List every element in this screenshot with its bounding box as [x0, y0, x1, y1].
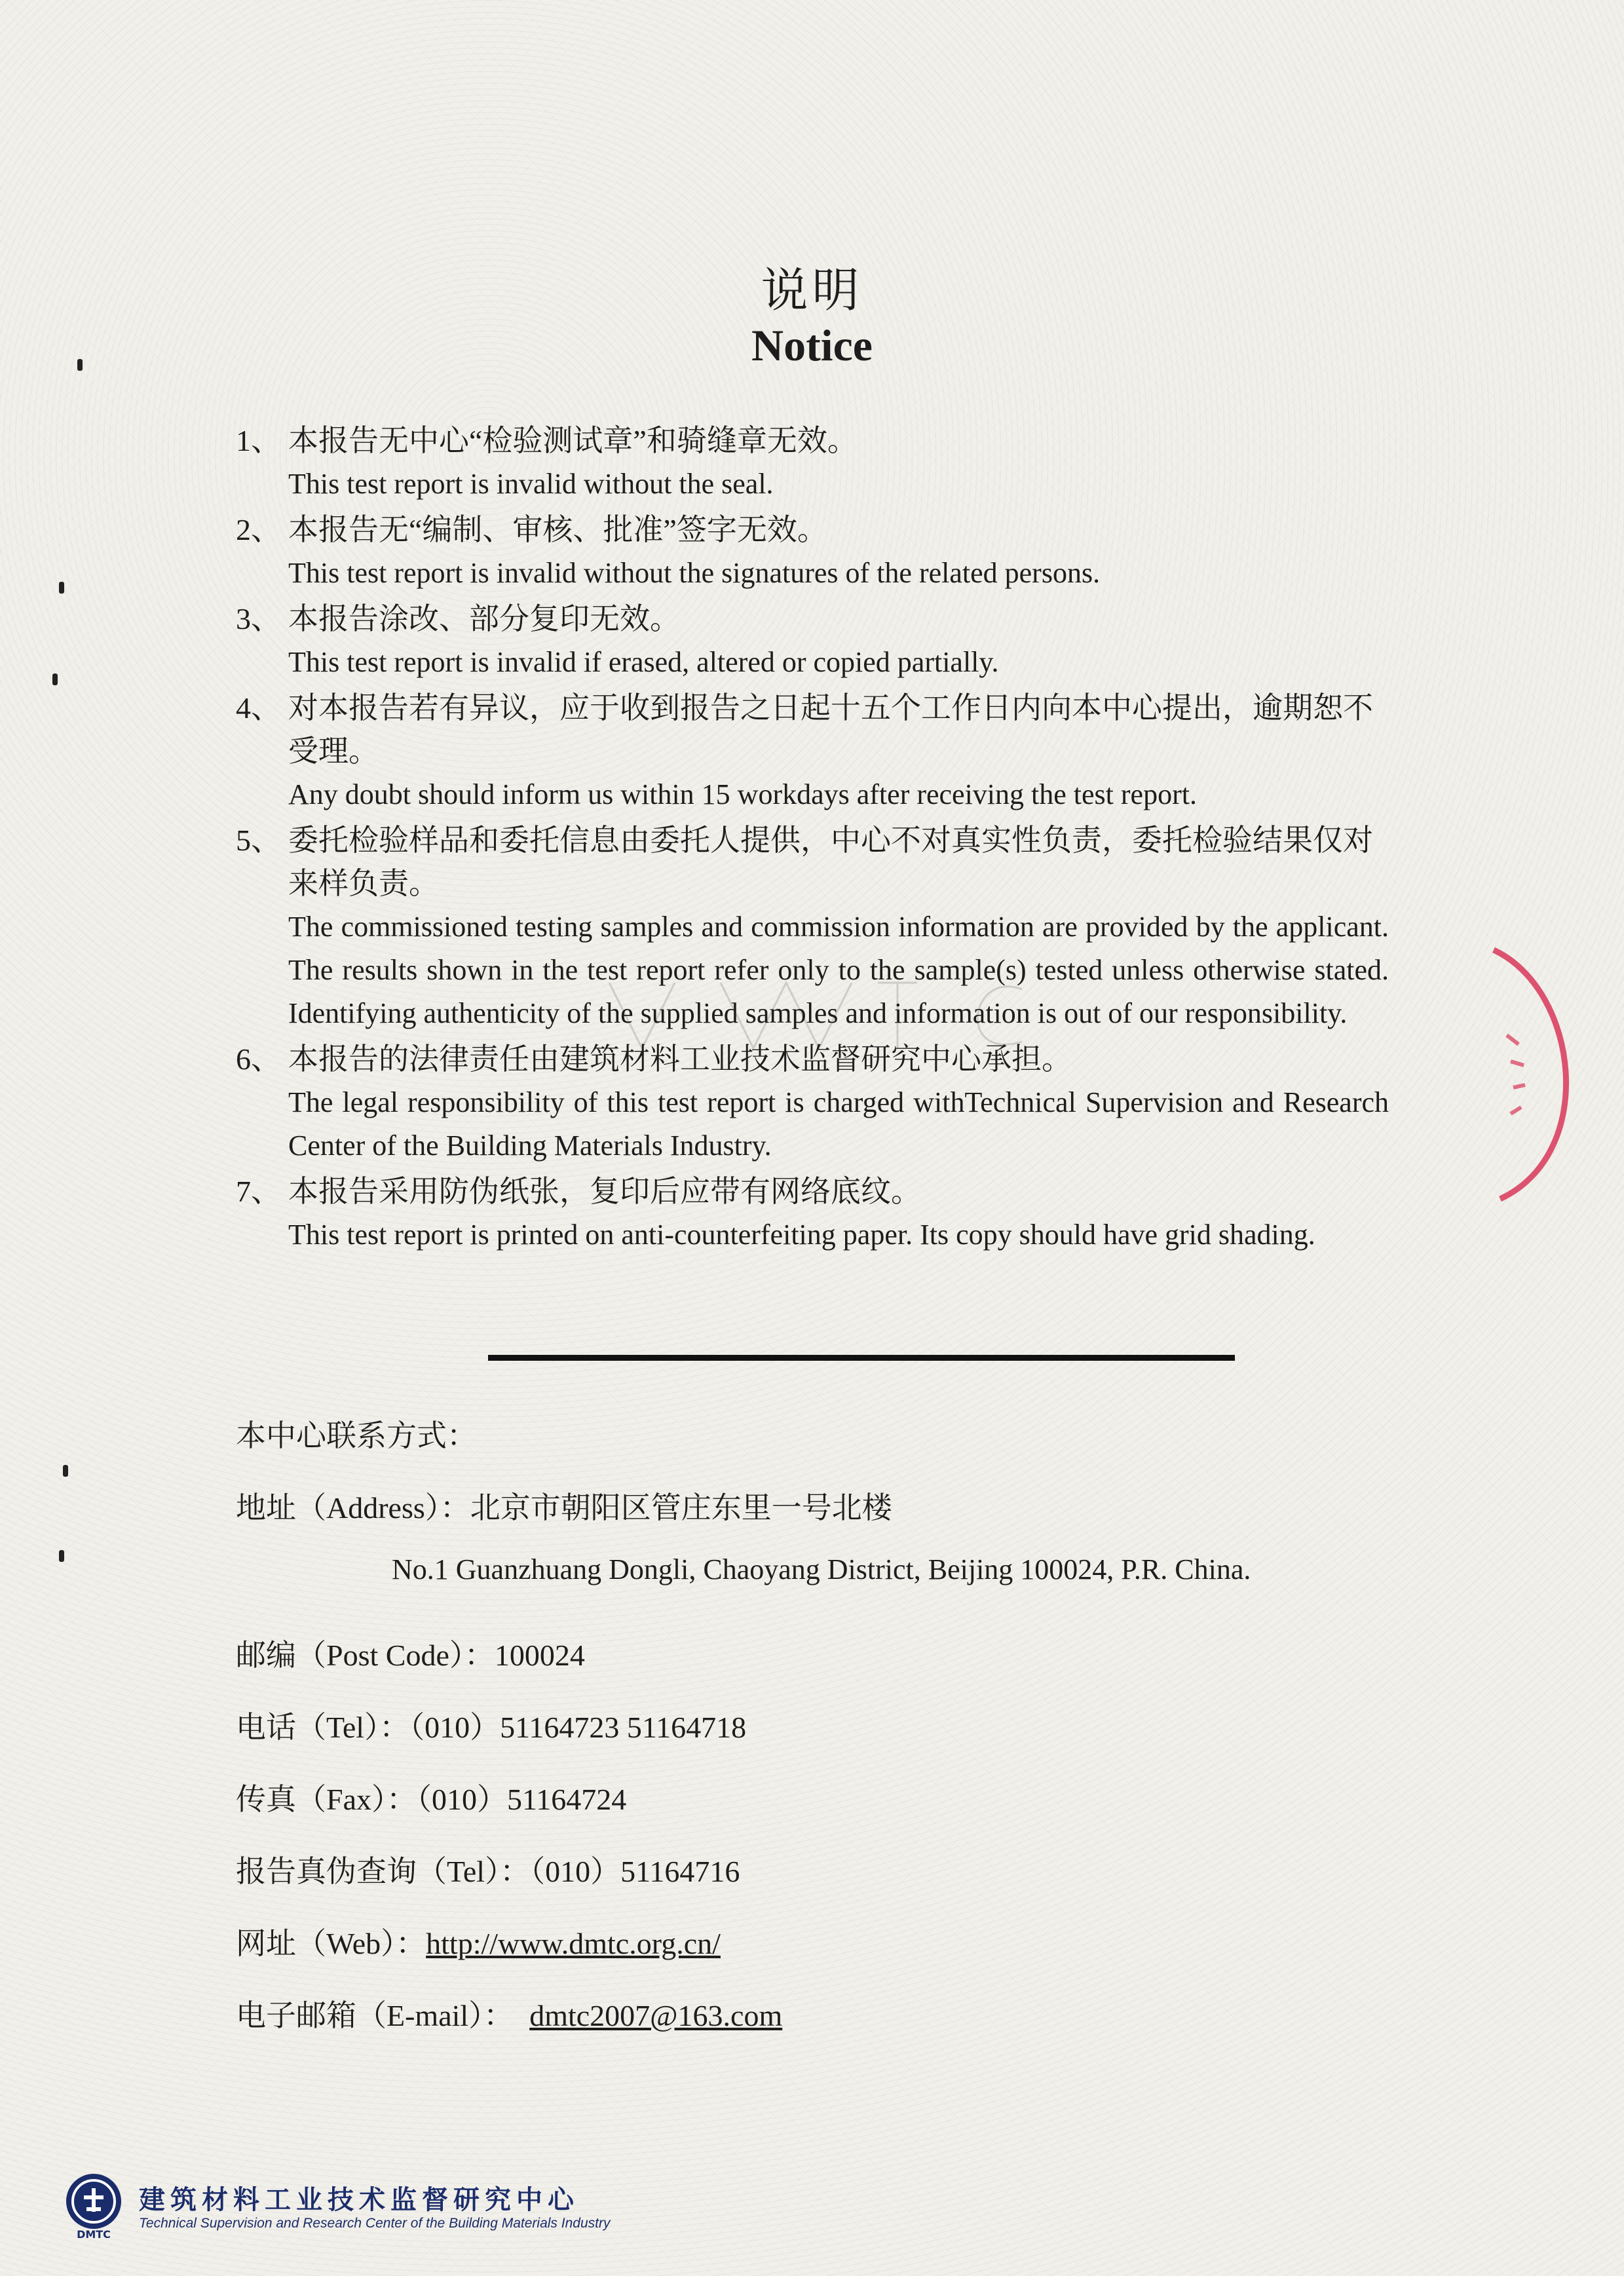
- notice-number: 6、: [236, 1042, 281, 1076]
- notice-text-en: The legal responsibility of this test report is charged withTechnical Supervision and Research Center of the Building Materials Industry.: [288, 1086, 1389, 1162]
- web-row: [236, 1920, 721, 1963]
- web-label: 网址（Web）：: [236, 1927, 426, 1960]
- notice-item: [236, 1038, 1389, 1167]
- notice-item: [236, 508, 1389, 595]
- notice-text-cn: 本报告无“编制、审核、批准”签字无效。: [288, 513, 827, 546]
- contact-heading: 本中心联系方式：: [236, 1419, 477, 1452]
- verify-label: 报告真伪查询（Tel）：: [236, 1855, 531, 1888]
- notice-number: 7、: [236, 1175, 281, 1208]
- notice-text-en: This test report is invalid without the seal.: [288, 468, 774, 500]
- footer-org-cn: 建筑材料工业技术监督研究中心: [139, 2185, 579, 2215]
- logo-text: DMTC: [77, 2228, 111, 2241]
- edge-mark: [52, 673, 58, 685]
- tel-value: （010）51164723 51164718: [409, 1711, 747, 1744]
- notice-text-en: This test report is invalid if erased, altered or copied partially.: [288, 646, 999, 678]
- notice-text-cn: 本报告无中心“检验测试章”和骑缝章无效。: [288, 424, 858, 457]
- dmtc-logo: [58, 2169, 130, 2241]
- email-row: [236, 1992, 782, 2035]
- divider-rule: [488, 1355, 1235, 1361]
- fax-row: [236, 1775, 626, 1819]
- notice-item: [236, 419, 1389, 506]
- tel-row: [236, 1703, 746, 1747]
- notice-text-cn: 委托检验样品和委托信息由委托人提供，中心不对真实性负责，委托检验结果仅对来样负责。: [288, 824, 1373, 900]
- notice-item: [236, 687, 1389, 816]
- notice-text-en: This test report is invalid without the signatures of the related persons.: [288, 557, 1101, 589]
- address-label: 地址（Address）：: [236, 1491, 470, 1525]
- notice-number: 4、: [236, 691, 281, 725]
- edge-mark: [63, 1465, 68, 1477]
- notice-number: 3、: [236, 602, 281, 635]
- address-en: No.1 Guanzhuang Dongli, Chaoyang District, Beijing 100024, P.R. China.: [392, 1553, 1251, 1585]
- notice-item: [236, 819, 1389, 1035]
- email-link[interactable]: dmtc2007@163.com: [529, 1999, 783, 2032]
- address-row: [236, 1484, 892, 1527]
- notice-text-en: The commissioned testing samples and commission information are provided by the applicant. The results shown in the test report refer only to the sample(s) tested unless otherwise stated. Identifying authenticity of the supplied samples and information is out of our responsibility.: [288, 911, 1389, 1029]
- tel-label: 电话（Tel）：: [236, 1711, 410, 1744]
- title-english: Notice: [751, 320, 873, 370]
- notice-text-en: Any doubt should inform us within 15 workdays after receiving the test report.: [288, 778, 1197, 810]
- notice-list: [236, 419, 1389, 1259]
- notice-text-en: This test report is printed on anti-counterfeiting paper. Its copy should have grid shading.: [288, 1219, 1315, 1251]
- seal-stamp: [1487, 937, 1585, 1212]
- web-link[interactable]: http://www.dmtc.org.cn/: [426, 1927, 721, 1960]
- verify-value: （010）51164716: [530, 1855, 740, 1888]
- notice-text-cn: 本报告的法律责任由建筑材料工业技术监督研究中心承担。: [288, 1042, 1072, 1076]
- notice-number: 1、: [236, 424, 281, 457]
- address-cn: 北京市朝阳区管庄东里一号北楼: [470, 1491, 892, 1525]
- edge-mark: [59, 582, 64, 594]
- email-label: 电子邮箱（E-mail）：: [236, 1999, 514, 2032]
- notice-number: 2、: [236, 513, 281, 546]
- title-chinese: 说明: [761, 265, 863, 317]
- postcode-value: 100024: [494, 1639, 585, 1672]
- footer-org-en: Technical Supervision and Research Center of the Building Materials Industry: [139, 2216, 611, 2231]
- notice-text-cn: 本报告采用防伪纸张，复印后应带有网络底纹。: [288, 1175, 921, 1208]
- notice-number: 5、: [236, 824, 281, 857]
- postcode-label: 邮编（Post Code）：: [236, 1639, 495, 1672]
- notice-item: [236, 1170, 1389, 1257]
- fax-value: （010）51164724: [417, 1783, 627, 1816]
- notice-text-cn: 本报告涂改、部分复印无效。: [288, 602, 680, 635]
- notice-item: [236, 597, 1389, 684]
- verify-row: [236, 1848, 740, 1891]
- notice-text-cn: 对本报告若有异议，应于收到报告之日起十五个工作日内向本中心提出，逾期恕不受理。: [288, 691, 1373, 768]
- postcode-row: [236, 1631, 585, 1675]
- fax-label: 传真（Fax）：: [236, 1783, 417, 1816]
- edge-mark: [59, 1550, 64, 1562]
